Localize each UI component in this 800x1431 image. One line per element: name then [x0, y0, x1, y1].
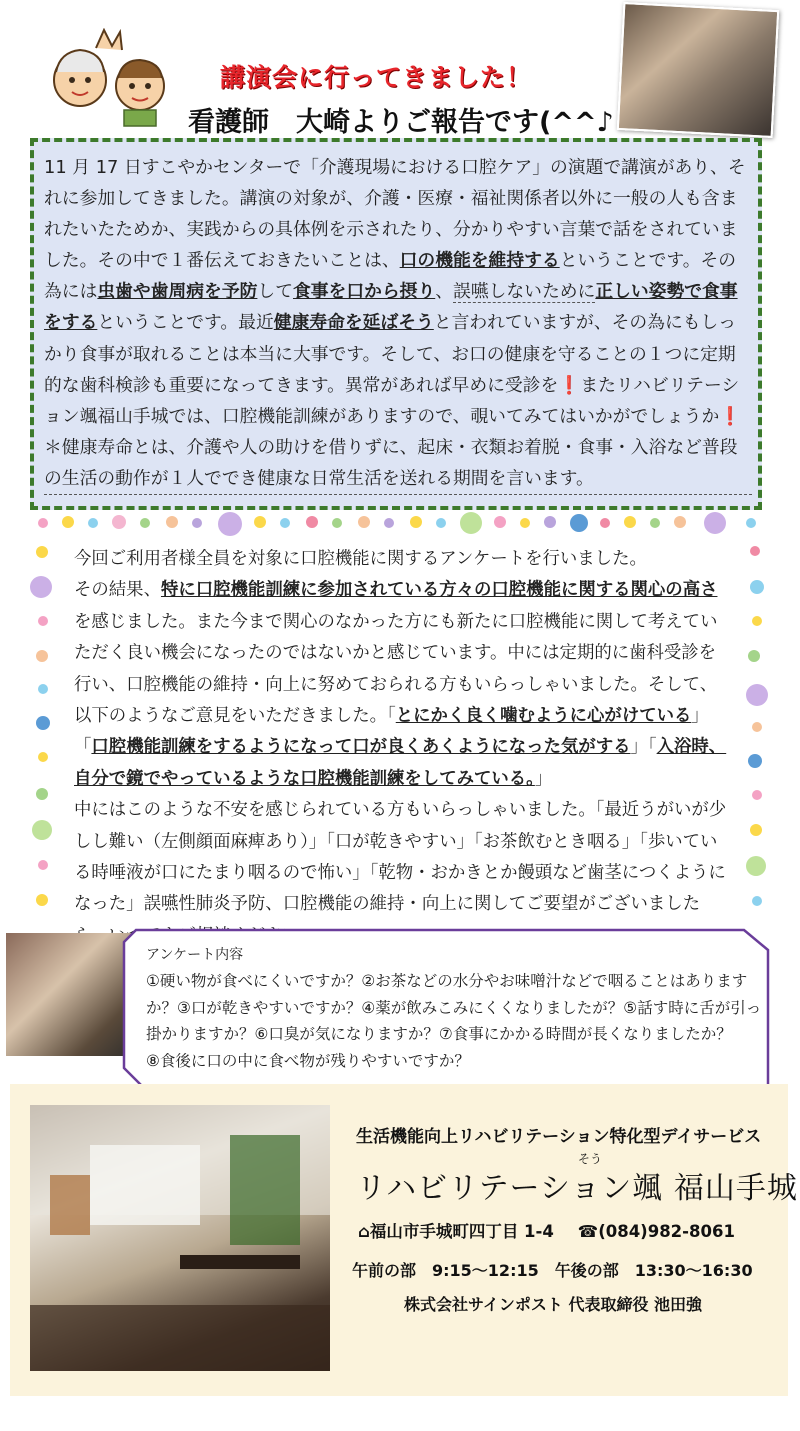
report-text [44, 152, 752, 495]
survey-questions: ①硬い物が食べにくいですか？②お茶などの水分やお味噌汁などで咽ることはありますか？③口が乾きやすいですか？④薬が飲みこみにくくなりましたが？⑤話す時に舌が引っ掛かりますか？⑥口臭が気になりますか？⑦食事にかかる時間が長くなりましたか？ [146, 972, 762, 1044]
page-subtitle: 看護師 大崎よりご報告です(^^♪ [188, 107, 614, 138]
page-title: 講演会に行ってきました！ [220, 63, 533, 92]
lecture-photo [617, 2, 779, 138]
report-paragraph: 11 月 17 日すこやかセンターで「介護現場における口腔ケア」の演題で講演があり、それに参加してきました。講演の対象が、介護・医療・福祉関係者以外に一般の人も含まれたいたためか、実践からの具体例を示されたり、分かりやすい言葉で話をされていました。その中で１番伝えておきたいことは、口の機能を維持するということです。その為には虫歯や歯周病を予防して食事を口から摂り、誤嚥しないために正しい姿勢で食事をするということです。最近健康寿命を延ばそうと言われていますが、その為にもしっかり食事が取れることは本当に大事です。そして、お口の健康を守ることの１つに定期的な歯科検診も重要になってきます。異常があれば早めに受診を❗またリハビリテーション颯福山手城では、口腔機能訓練がありますので、覗いてみてはいかがでしょうか❗ [44, 157, 746, 427]
concerns-paragraph: 中にはこのような不安を感じられている方もいらっしゃいました。「最近うがいが少しし難い（左側顔面麻痺あり）」「口が乾きやすい」「お茶飲むとき咽る」「歩いている時唾液が口にたまり咽るので怖い」「乾物・おかきとか饅頭など歯茎につくようになった」誤嚥性肺炎予防、口腔機能の維持・向上に関してご要望がございました [74, 800, 727, 915]
company-name: 株式会社サインポスト 代表取締役 池田強 [404, 1295, 703, 1314]
address-text: 福山市手城町四丁目 1-4 [369, 1222, 554, 1241]
highlight: 健康寿命を延ばそう [273, 312, 434, 334]
phone-icon: ☎ [577, 1222, 599, 1241]
ruby-reading: そう [578, 1152, 603, 1166]
survey-result-text [74, 544, 730, 952]
service-type: 生活機能向上リハビリテーション特化型デイサービス [356, 1127, 762, 1147]
survey-title: アンケート内容 [146, 947, 244, 963]
facility-photo [30, 1105, 330, 1371]
survey-question-last: ⑧食後に口の中に食べ物が残りやすいですか？ [146, 1051, 470, 1070]
elderly-couple-illustration [40, 28, 190, 128]
highlight: 特に口腔機能訓練に参加されている方々の口腔機能に関する関心の高さ [160, 580, 718, 601]
highlight: 口腔機能訓練をするようになって口が良くあくようになった気がする [91, 737, 631, 758]
survey-content [146, 942, 762, 1074]
highlight: 食事を口から摂り [292, 281, 436, 303]
facility-name: リハビリテーション颯 福山手城 [356, 1171, 798, 1206]
highlight: 正しい姿勢で食事をする [44, 281, 738, 334]
contact-line [358, 1218, 735, 1242]
home-icon: ⌂ [358, 1222, 370, 1241]
highlight: 入浴時、自分で鏡でやっているような口腔機能訓練をしてみている。 [74, 737, 727, 789]
highlight: 口の機能を維持する [399, 250, 560, 272]
survey-result-paragraph: 今回ご利用者様全員を対象に口腔機能に関するアンケートを行いました。 その結果、特に口腔機能訓練に参加されている方々の口腔機能に関する関心の高さを感じました。また今まで関心のなかった方にも新たに口腔機能に関して考えていただく良い機会になったのではないかと感じています。中には定期的に歯科受診を行い、口腔機能の維持・向上に努めておられる方もいらっしゃいました。そして、以下のようなご意見をいただきました。「とにかく良く噛むように心がけている」「口腔機能訓練をするようになって口が良くあくようになった気がする」「入浴時、自分で鏡でやっているような口腔機能訓練をしてみている。」 [74, 549, 727, 789]
highlight: とにかく良く噛むように心がけている [395, 706, 692, 727]
highlight: 虫歯や歯周病を予防 [97, 281, 258, 303]
room-illustration [30, 1105, 330, 1371]
phone-text: (084)982-8061 [598, 1222, 735, 1241]
business-hours: 午前の部 9:15～12:15 午後の部 13:30～16:30 [352, 1261, 753, 1280]
report-note: ＊健康寿命とは、介護や人の助けを借りずに、起床・衣類お着脱・食事・入浴など普段の生活の動作が１人ででき健康な日常生活を送れる期間を言います。 [44, 432, 752, 495]
training-photo [6, 933, 141, 1056]
